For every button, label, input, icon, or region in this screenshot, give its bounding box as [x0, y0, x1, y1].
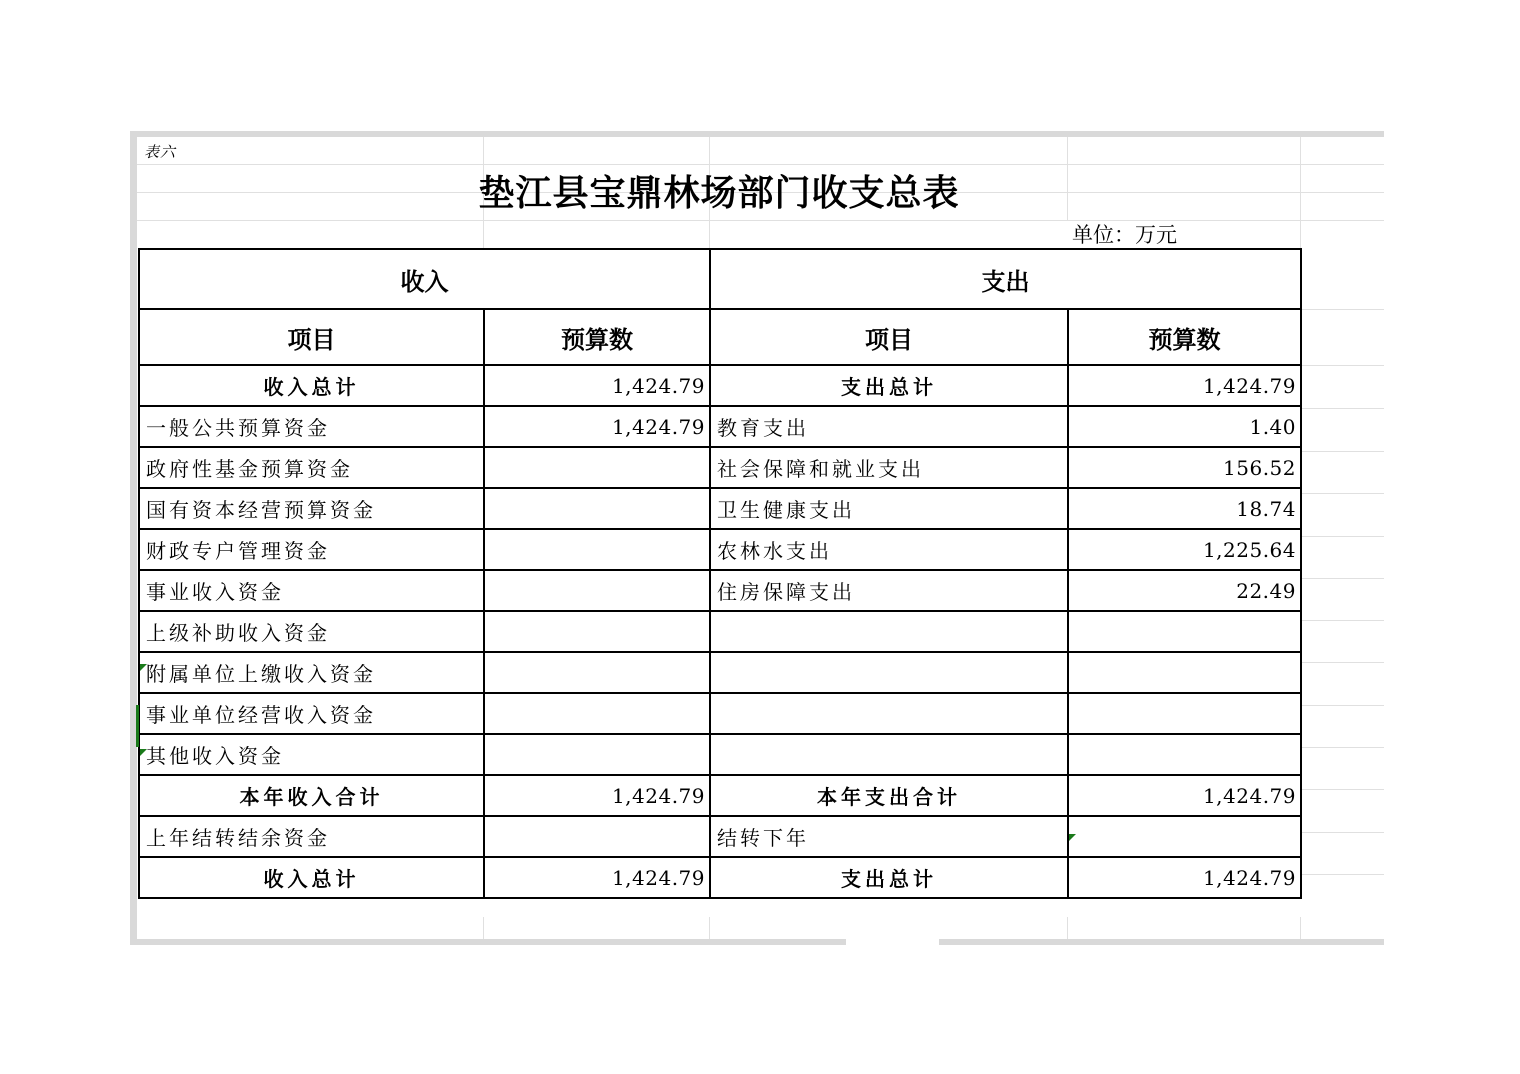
- expense-item-cell[interactable]: [710, 734, 1068, 775]
- expense-item-cell[interactable]: 社会保障和就业支出: [710, 447, 1068, 488]
- expense-item-cell[interactable]: 支出总计: [710, 365, 1068, 406]
- gridline: [1300, 309, 1384, 310]
- cell-comment-marker: [1069, 834, 1076, 841]
- income-budget-cell[interactable]: [484, 652, 710, 693]
- expense-item-cell[interactable]: 卫生健康支出: [710, 488, 1068, 529]
- income-item-cell[interactable]: 财政专户管理资金: [139, 529, 484, 570]
- table-row: [139, 570, 1301, 611]
- income-budget-cell[interactable]: 1,424.79: [484, 775, 710, 816]
- income-item-cell[interactable]: 其他收入资金: [139, 734, 484, 775]
- sheet-edge-left: [130, 131, 137, 945]
- page-title: 垫江县宝鼎林场部门收支总表: [478, 172, 960, 214]
- expense-item-cell[interactable]: [710, 693, 1068, 734]
- income-item-cell[interactable]: 政府性基金预算资金: [139, 447, 484, 488]
- gridline: [1067, 917, 1068, 939]
- table-row: [139, 406, 1301, 447]
- table-row: [139, 611, 1301, 652]
- table-row: [139, 816, 1301, 857]
- table-header-row: [139, 249, 1301, 309]
- income-budget-cell[interactable]: 1,424.79: [484, 365, 710, 406]
- horizontal-scrollbar[interactable]: [130, 939, 846, 945]
- expense-budget-column-header[interactable]: 预算数: [1068, 309, 1301, 365]
- income-item-cell[interactable]: 收入总计: [139, 365, 484, 406]
- expense-item-cell[interactable]: 结转下年: [710, 816, 1068, 857]
- expense-item-cell[interactable]: [710, 652, 1068, 693]
- table-row: [139, 447, 1301, 488]
- expense-budget-cell[interactable]: 1,424.79: [1068, 775, 1301, 816]
- gridline: [1300, 832, 1384, 833]
- income-item-cell[interactable]: 国有资本经营预算资金: [139, 488, 484, 529]
- gridline: [1300, 451, 1384, 452]
- gridline: [1300, 408, 1384, 409]
- expense-budget-cell[interactable]: 156.52: [1068, 447, 1301, 488]
- gridline: [1300, 536, 1384, 537]
- expense-budget-cell[interactable]: [1068, 816, 1301, 857]
- expense-budget-cell[interactable]: [1068, 734, 1301, 775]
- expense-item-cell[interactable]: 教育支出: [710, 406, 1068, 447]
- income-budget-cell[interactable]: [484, 447, 710, 488]
- expense-item-cell[interactable]: 住房保障支出: [710, 570, 1068, 611]
- expense-item-column-header[interactable]: 项目: [710, 309, 1068, 365]
- income-budget-cell[interactable]: 1,424.79: [484, 857, 710, 898]
- expense-item-cell[interactable]: [710, 611, 1068, 652]
- expense-item-cell[interactable]: 本年支出合计: [710, 775, 1068, 816]
- gridline: [1300, 705, 1384, 706]
- expense-budget-cell[interactable]: 1,424.79: [1068, 365, 1301, 406]
- sheet-edge-top: [130, 131, 1384, 137]
- table-row: [139, 775, 1301, 816]
- column-header-row: [139, 309, 1301, 365]
- income-item-cell[interactable]: 事业收入资金: [139, 570, 484, 611]
- income-budget-cell[interactable]: [484, 611, 710, 652]
- expense-budget-cell[interactable]: 22.49: [1068, 570, 1301, 611]
- gridline: [1300, 493, 1384, 494]
- income-budget-cell[interactable]: [484, 529, 710, 570]
- income-budget-cell[interactable]: [484, 570, 710, 611]
- expense-budget-cell[interactable]: [1068, 611, 1301, 652]
- expense-header[interactable]: 支出: [710, 249, 1301, 309]
- income-budget-cell[interactable]: 1,424.79: [484, 406, 710, 447]
- expense-item-cell[interactable]: 支出总计: [710, 857, 1068, 898]
- income-item-cell[interactable]: 事业单位经营收入资金: [139, 693, 484, 734]
- gridline: [1300, 874, 1384, 875]
- gridline: [1300, 662, 1384, 663]
- income-item-cell[interactable]: 上年结转结余资金: [139, 816, 484, 857]
- expense-budget-cell[interactable]: 1,225.64: [1068, 529, 1301, 570]
- income-item-column-header[interactable]: 项目: [139, 309, 484, 365]
- gridline: [1300, 789, 1384, 790]
- expense-budget-cell[interactable]: 18.74: [1068, 488, 1301, 529]
- income-budget-cell[interactable]: [484, 488, 710, 529]
- table-row: [139, 693, 1301, 734]
- cell-comment-marker: [140, 749, 147, 756]
- table-row: [139, 857, 1301, 898]
- table-row: [139, 652, 1301, 693]
- income-budget-cell[interactable]: [484, 693, 710, 734]
- table-row: [139, 529, 1301, 570]
- income-budget-cell[interactable]: [484, 734, 710, 775]
- horizontal-scrollbar-right[interactable]: [939, 939, 1384, 945]
- table-caption: 表六: [144, 143, 177, 161]
- gridline: [1300, 578, 1384, 579]
- expense-item-cell[interactable]: 农林水支出: [710, 529, 1068, 570]
- gridline: [1300, 620, 1384, 621]
- table-row: [139, 488, 1301, 529]
- income-item-cell[interactable]: 一般公共预算资金: [139, 406, 484, 447]
- gridline: [483, 917, 484, 939]
- income-item-cell[interactable]: 本年收入合计: [139, 775, 484, 816]
- gridline: [1300, 917, 1301, 939]
- gridline: [709, 917, 710, 939]
- budget-summary-table: [138, 248, 1302, 899]
- expense-budget-cell[interactable]: [1068, 652, 1301, 693]
- income-header[interactable]: 收入: [139, 249, 710, 309]
- expense-budget-cell[interactable]: [1068, 693, 1301, 734]
- expense-budget-cell[interactable]: 1,424.79: [1068, 857, 1301, 898]
- cell-selection-indicator: [136, 705, 139, 747]
- income-item-cell[interactable]: 附属单位上缴收入资金: [139, 652, 484, 693]
- income-budget-column-header[interactable]: 预算数: [484, 309, 710, 365]
- income-item-cell[interactable]: 上级补助收入资金: [139, 611, 484, 652]
- table-row: [139, 734, 1301, 775]
- cell-comment-marker: [140, 664, 147, 671]
- income-item-cell[interactable]: 收入总计: [139, 857, 484, 898]
- gridline: [1300, 365, 1384, 366]
- unit-label: 单位：万元: [1072, 223, 1177, 247]
- table-row: [139, 365, 1301, 406]
- gridline: [1300, 747, 1384, 748]
- income-budget-cell[interactable]: [484, 816, 710, 857]
- expense-budget-cell[interactable]: 1.40: [1068, 406, 1301, 447]
